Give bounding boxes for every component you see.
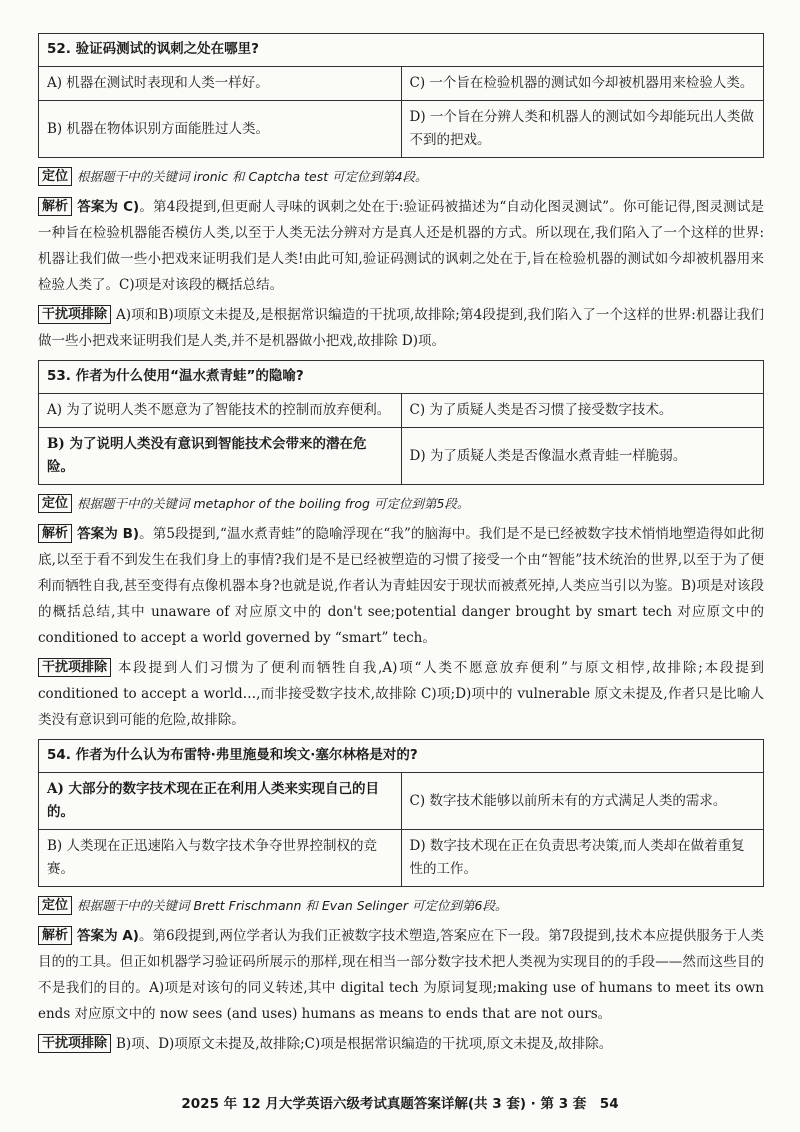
- q54-table: [38, 739, 764, 887]
- analysis-text: 。第5段提到,“温水煮青蛙”的隐喻浮现在“我”的脑海中。我们是不是已经被数字技术悄悄地塑造得如此彻底,以至于看不到发生在我们身上的事情?我们是不是已经被塑造的习惯了接受一个由“智能”技术统治的世界,以至于为了便利而牺牲自我,甚至变得有点像机器本身?也就是说,作者认为青蛙因安于现状而被煮死掉,人类应当引以为鉴。B)项是对该段的概括总结,其中 unaware of 对应原文中的 don't see;potential danger brought by smart tech 对应原文中的 conditioned to accept a world governed by “smart” tech。: [38, 526, 764, 646]
- q52-option-d: D) 一个旨在分辨人类和机器人的测试如今却能玩出人类做不到的把戏。: [401, 101, 764, 158]
- q53-option-b: B) 为了说明人类没有意识到智能技术会带来的潜在危险。: [39, 428, 402, 485]
- q53-question: 53. 作者为什么使用“温水煮青蛙”的隐喻?: [39, 361, 764, 394]
- answer-label: 答案为 C): [77, 199, 140, 215]
- distractor-tag: 干扰项排除: [38, 658, 111, 677]
- q52-distractor: [38, 302, 764, 354]
- locate-text: 根据题干中的关键词 metaphor of the boiling frog 可定位到第5段。: [77, 496, 470, 511]
- distractor-tag: 干扰项排除: [38, 305, 111, 324]
- q53-locate: [38, 491, 764, 517]
- analysis-tag: 解析: [38, 926, 72, 945]
- q53-table: [38, 360, 764, 485]
- q54-distractor: [38, 1031, 764, 1057]
- answer-page: [38, 33, 764, 1057]
- q52-question: 52. 验证码测试的讽刺之处在哪里?: [39, 34, 764, 67]
- q54-question: 54. 作者为什么认为布雷特·弗里施曼和埃文·塞尔林格是对的?: [39, 740, 764, 773]
- q52-locate: [38, 164, 764, 190]
- locate-text: 根据题干中的关键词 Brett Frischmann 和 Evan Selinger 可定位到第6段。: [77, 898, 508, 913]
- distractor-tag: 干扰项排除: [38, 1034, 111, 1053]
- q54-option-b: B) 人类现在正迅速陷入与数字技术争夺世界控制权的竞赛。: [39, 830, 402, 887]
- q52-option-c: C) 一个旨在检验机器的测试如今却被机器用来检验人类。: [401, 67, 764, 101]
- q54-analysis: [38, 923, 764, 1027]
- q53-analysis: [38, 521, 764, 651]
- locate-tag: 定位: [38, 167, 72, 186]
- locate-tag: 定位: [38, 896, 72, 915]
- q52-analysis: [38, 194, 764, 298]
- analysis-text: 。第6段提到,两位学者认为我们正被数字技术塑造,答案应在下一段。第7段提到,技术本应提供服务于人类目的的工具。但正如机器学习验证码所展示的那样,现在相当一部分数字技术把人类视为实现目的的手段——然而这些目的不是我们的目的。A)项是对该句的同义转述,其中 digital tech 为原词复现;making use of humans to meet its own ends 对应原文中的 now sees (and uses) humans as means to ends that are not ours。: [38, 928, 764, 1022]
- answer-label: 答案为 A): [77, 928, 139, 944]
- locate-tag: 定位: [38, 494, 72, 513]
- distractor-text: 本段提到人们习惯为了便利而牺牲自我,A)项“人类不愿意放弃便利”与原文相悖,故排除;本段提到 conditioned to accept a world…,而非接受数字技术,故排除 C)项;D)项中的 vulnerable 原文未提及,作者只是比喻人类没有意识到可能的危险,故排除。: [38, 660, 764, 728]
- q54-option-d: D) 数字技术现在正在负责思考决策,而人类却在做着重复性的工作。: [401, 830, 764, 887]
- q53-option-c: C) 为了质疑人类是否习惯了接受数字技术。: [401, 394, 764, 428]
- distractor-text: A)项和B)项原文未提及,是根据常识编造的干扰项,故排除;第4段提到,我们陷入了一个这样的世界:机器让我们做一些小把戏来证明我们是人类,并不是机器做小把戏,故排除 D)项。: [38, 307, 764, 349]
- analysis-tag: 解析: [38, 197, 72, 216]
- q53-option-d: D) 为了质疑人类是否像温水煮青蛙一样脆弱。: [401, 428, 764, 485]
- q54-locate: [38, 893, 764, 919]
- q52-option-b: B) 机器在物体识别方面能胜过人类。: [39, 101, 402, 158]
- q52-table: [38, 33, 764, 158]
- q54-option-a: A) 大部分的数字技术现在正在利用人类来实现自己的目的。: [39, 773, 402, 830]
- q53-distractor: [38, 655, 764, 733]
- analysis-text: 。第4段提到,但更耐人寻味的讽刺之处在于:验证码被描述为“自动化图灵测试”。你可能记得,图灵测试是一种旨在检验机器能否模仿人类,以至于人类无法分辨对方是真人还是机器的方式。所以现在,我们陷入了一个这样的世界:机器让我们做一些小把戏来证明我们是人类!由此可知,验证码测试的讽刺之处在于,旨在检验机器的测试如今却被机器用来检验人类了。C)项是对该段的概括总结。: [38, 199, 765, 293]
- q54-option-c: C) 数字技术能够以前所未有的方式满足人类的需求。: [401, 773, 764, 830]
- distractor-text: B)项、D)项原文未提及,故排除;C)项是根据常识编造的干扰项,原文未提及,故排除。: [116, 1036, 613, 1052]
- analysis-tag: 解析: [38, 524, 72, 543]
- page-footer: 2025 年 12 月大学英语六级考试真题答案详解(共 3 套) · 第 3 套 54: [181, 1096, 619, 1112]
- answer-label: 答案为 B): [77, 526, 140, 542]
- locate-text: 根据题干中的关键词 ironic 和 Captcha test 可定位到第4段。: [77, 169, 428, 184]
- q53-option-a: A) 为了说明人类不愿意为了智能技术的控制而放弃便利。: [39, 394, 402, 428]
- q52-option-a: A) 机器在测试时表现和人类一样好。: [39, 67, 402, 101]
